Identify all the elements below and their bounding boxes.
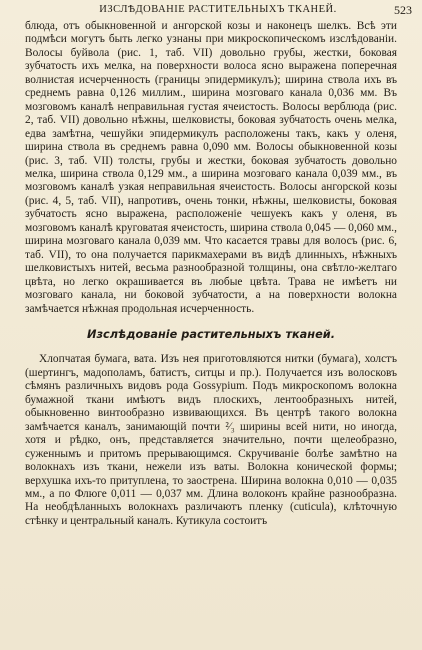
running-head: ИЗСЛѢДОВАНІЕ РАСТИТЕЛЬНЫХЪ ТКАНЕЙ. — [99, 4, 337, 15]
body-text — [25, 20, 397, 528]
section-heading: Изслѣдованіе растительныхъ тканей. — [87, 327, 335, 341]
paragraph: блюда, отъ обыкновенной и ангорской козы и наконецъ шелкъ. Всѣ эти подмѣси могутъ быть легко узнаны при микроскопическомъ изслѣдованіи. Волосы буйвола (рис. 1, таб. VII) довольно грубы, жестки, боковая зубчатость ихъ мелка, на поверхности волоса ясно выражена поперечная волнистая исчерченность (границы эпидермикулъ); ширина ствола ихъ въ среднемъ равна 0,126 миллим., ширина мозговаго канала 0,036 мм. Въ мозговомъ каналѣ неправильная густая ячеистость. Волосы верблюда (рис. 2, таб. VII) довольно нѣжны, шелковисты, боковая зубчатость очень мелка, едва замѣтна, чешуйки эпидермикулъ расположены такъ, какъ у оленя, ширина ствола въ среднемъ равна 0,090 мм. Волосы обыкновенной козы (рис. 3, таб. VII) толсты, грубы и жестки, боковая зубчатость довольно мелка, ширина ствола 0,129 мм., а ширина мозговаго канала 0,039 мм., въ мозговомъ каналѣ узкая неправильная ячеистость. Волосы ангорской козы (рис. 4, 5, таб. VII), напротивъ, очень тонки, нѣжны, шелковисты, боковая зубчатость ясно выражена, расположеніе чешуекъ какъ у оленя, въ мозговомъ каналѣ круговатая ячеистость, ширина ствола 0,045 — 0,060 мм., ширина мозговаго канала 0,039 мм. Что касается травы для волосъ (рис. 6, таб. VII), то она получается парикмахерами въ видѣ длинныхъ, нѣжныхъ шелковистыхъ нитей, весьма разнообразной толщины, она свѣтло-желтаго цвѣта, но легко окрашивается въ любые цвѣта. Трава не имѣетъ ни мозговаго канала, ни боковой зубчатости, а на поверхности волокна замѣчается нѣжная продольная исчерченность. — [25, 20, 397, 315]
page-number: 523 — [394, 3, 412, 17]
page-header — [24, 3, 412, 19]
paragraph: Хлопчатая бумага, вата. Изъ нея приготовляются нитки (бумага), холстъ (шертингъ, мадополамъ, батистъ, ситцы и пр.). Получается изъ волосковъ сѣмянъ различныхъ видовъ рода Gossypium. Подъ микроскопомъ волокна бумажной ткани имѣютъ видъ плоскихъ, лентообразныхъ нитей, обыкновенно винтообразно извивающихся. Въ центрѣ такого волокна замѣчается каналъ, занимающій почти ²⁄₃ ширины всей нити, но иногда, хотя и рѣдко, онъ, представляется значительно, почти щелеобразно, суженнымъ и притомъ прерывающимся. Скручиваніе болѣе замѣтно на волокнахъ изъ ткани, нежели изъ ваты. Волокна конической формы; верхушка ихъ-то притуплена, то заострена. Ширина волокна 0,010 — 0,035 мм., а по Флюге 0,011 — 0,037 мм. Длина волоконъ крайне разнообразна. На необдѣланныхъ волокнахъ различаютъ пленку (cuticula), клѣточную стѣнку и центральный каналъ. Кутикула состоитъ — [25, 353, 397, 527]
